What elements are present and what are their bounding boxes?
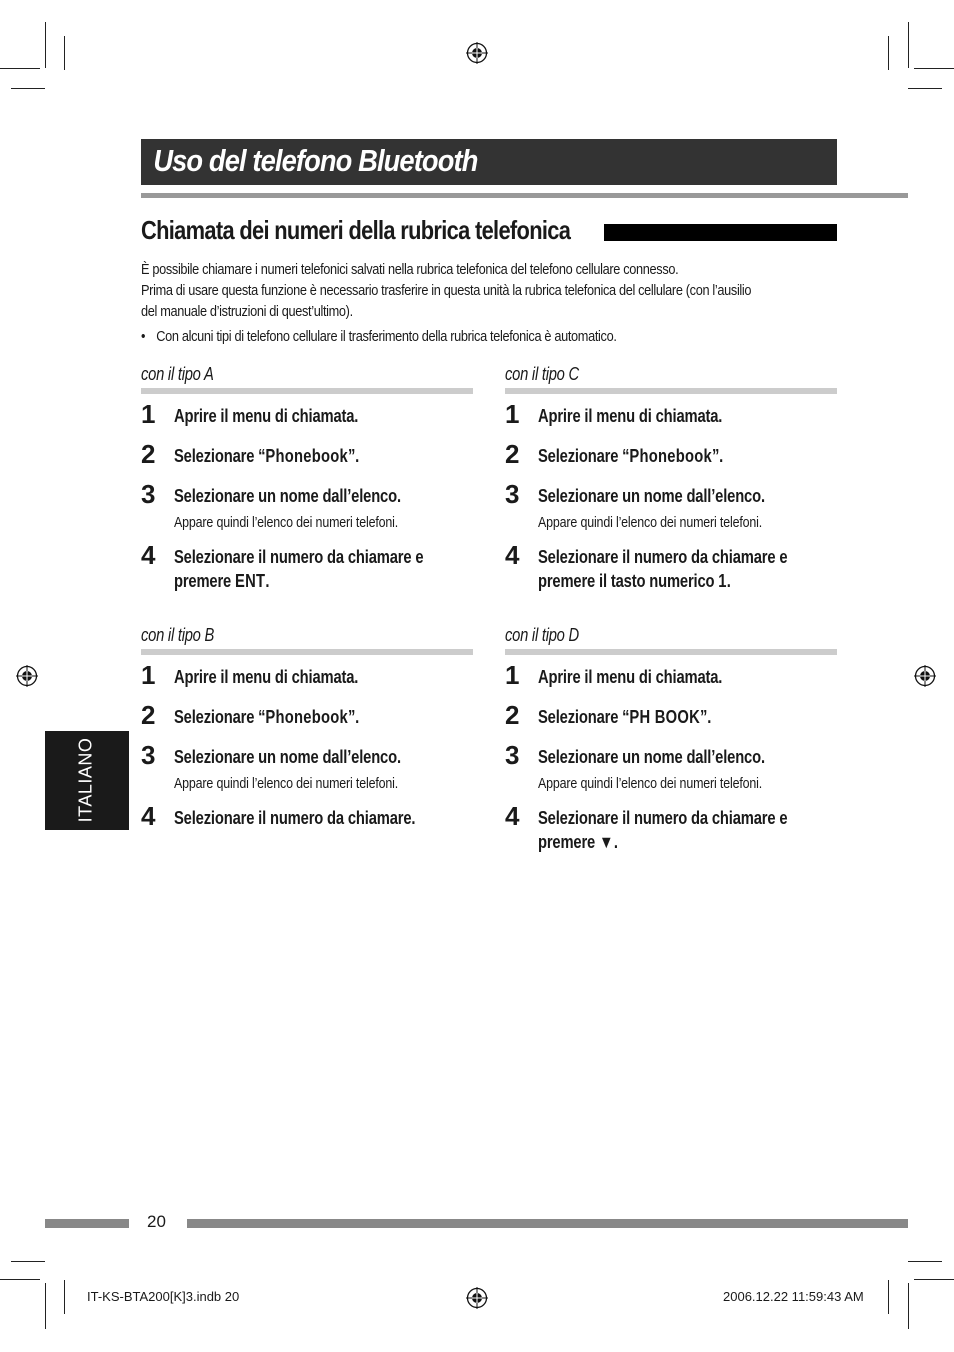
step-text: Selezionare “Phonebook”.: [538, 446, 724, 466]
step-number: 2: [505, 439, 520, 469]
key-label: Phonebook: [265, 707, 348, 727]
step-text: Selezionare il numero da chiamare.: [174, 808, 416, 828]
intro-text: [141, 259, 841, 347]
step-3: [141, 740, 473, 794]
step-number: 2: [505, 700, 520, 730]
key-label: Phonebook: [629, 446, 712, 466]
procedure-type-b: [141, 625, 473, 830]
procedure-heading: con il tipo A: [141, 364, 473, 388]
crop-mark: [45, 22, 46, 68]
footer-bar: [45, 1219, 129, 1228]
registration-mark-icon: [16, 665, 38, 687]
key-label: PH BOOK: [629, 707, 701, 727]
step-1: [505, 399, 837, 429]
print-slug-date: 2006.12.22 11:59:43 AM: [723, 1289, 864, 1304]
crop-mark: [45, 1283, 46, 1329]
procedure-heading: con il tipo D: [505, 625, 837, 649]
registration-mark-icon: [466, 1287, 488, 1309]
step-text: Aprire il menu di chiamata.: [538, 406, 723, 426]
crop-mark: [908, 1261, 942, 1262]
step-note: Appare quindi l’elenco dei numeri telefoni.: [174, 514, 399, 531]
step-note: Appare quindi l’elenco dei numeri telefoni.: [174, 775, 399, 792]
page-title: Uso del telefono Bluetooth: [153, 143, 478, 178]
step-2: [505, 439, 837, 469]
step-2: [505, 700, 837, 730]
step-text: Aprire il menu di chiamata.: [538, 667, 723, 687]
title-bar: [141, 139, 837, 185]
step-2: [141, 700, 473, 730]
procedure-type-c: [505, 364, 837, 593]
step-text: Selezionare il numero da chiamare e: [538, 547, 788, 567]
page-number: 20: [147, 1212, 166, 1231]
step-number: 4: [505, 540, 520, 570]
crop-mark: [908, 1283, 909, 1329]
crop-mark: [888, 1280, 889, 1314]
step-4: [505, 801, 837, 854]
step-number: 3: [505, 740, 520, 770]
crop-mark: [914, 68, 954, 69]
step-3: [505, 740, 837, 794]
key-label: Phonebook: [265, 446, 348, 466]
step-number: 2: [141, 700, 156, 730]
step-number: 4: [505, 801, 520, 831]
procedure-type-a: [141, 364, 473, 593]
crop-mark: [0, 1279, 40, 1280]
bullet-text: Con alcuni tipi di telefono cellulare il trasferimento della rubrica telefonica è automatico.: [156, 328, 617, 345]
step-text: Selezionare il numero da chiamare e: [174, 547, 424, 567]
step-note: Appare quindi l’elenco dei numeri telefoni.: [538, 514, 763, 531]
language-tab: [45, 731, 129, 830]
step-text: Selezionare un nome dall’elenco.: [174, 486, 401, 506]
crop-mark: [914, 1279, 954, 1280]
step-text: Selezionare un nome dall’elenco.: [538, 486, 765, 506]
step-3: [141, 479, 473, 533]
step-text: premere ENT.: [174, 571, 270, 591]
bullet-icon: •: [141, 328, 146, 345]
step-2: [141, 439, 473, 469]
step-number: 1: [141, 660, 156, 690]
step-text: Selezionare “PH BOOK”.: [538, 707, 712, 727]
step-1: [505, 660, 837, 690]
crop-mark: [11, 1261, 45, 1262]
crop-mark: [11, 88, 45, 89]
section-title: Chiamata dei numeri della rubrica telefonica: [141, 215, 571, 245]
step-4: [505, 540, 837, 593]
down-arrow-icon: ▼: [599, 832, 614, 852]
step-text: premere il tasto numerico 1.: [538, 571, 731, 591]
step-number: 3: [141, 740, 156, 770]
step-number: 4: [141, 540, 156, 570]
crop-mark: [888, 36, 889, 70]
section-heading: [141, 213, 837, 247]
title-rule: [141, 193, 908, 198]
step-text: premere ▼.: [538, 832, 618, 852]
footer-bar: [187, 1219, 908, 1228]
registration-mark-icon: [466, 42, 488, 64]
language-label: ITALIANO: [75, 737, 96, 823]
step-3: [505, 479, 837, 533]
step-number: 1: [141, 399, 156, 429]
procedure-heading: con il tipo C: [505, 364, 837, 388]
crop-mark: [908, 22, 909, 68]
step-1: [141, 399, 473, 429]
step-note: Appare quindi l’elenco dei numeri telefoni.: [538, 775, 763, 792]
step-number: 3: [141, 479, 156, 509]
key-label: ENT: [235, 571, 266, 591]
step-text: Aprire il menu di chiamata.: [174, 667, 359, 687]
step-4: [141, 801, 473, 831]
key-label: 1: [718, 571, 727, 591]
intro-line: È possibile chiamare i numeri telefonici salvati nella rubrica telefonica del telefono cellulare connesso.: [141, 261, 679, 278]
step-text: Selezionare “Phonebook”.: [174, 446, 360, 466]
procedure-heading: con il tipo B: [141, 625, 473, 649]
registration-mark-icon: [914, 665, 936, 687]
print-slug-file: IT-KS-BTA200[K]3.indb 20: [87, 1289, 240, 1304]
intro-bullet: [141, 326, 736, 347]
step-number: 2: [141, 439, 156, 469]
step-number: 4: [141, 801, 156, 831]
step-text: Selezionare “Phonebook”.: [174, 707, 360, 727]
crop-mark: [64, 36, 65, 70]
step-number: 3: [505, 479, 520, 509]
step-text: Aprire il menu di chiamata.: [174, 406, 359, 426]
step-number: 1: [505, 399, 520, 429]
procedure-type-d: [505, 625, 837, 854]
intro-line: Prima di usare questa funzione è necessario trasferire in questa unità la rubrica telefonica del cellulare (con l’ausilio: [141, 282, 752, 299]
section-heading-bar: [604, 224, 837, 241]
crop-mark: [64, 1280, 65, 1314]
intro-line: del manuale d’istruzioni di quest’ultimo).: [141, 303, 353, 320]
crop-mark: [908, 88, 942, 89]
step-text: Selezionare un nome dall’elenco.: [174, 747, 401, 767]
step-text: Selezionare un nome dall’elenco.: [538, 747, 765, 767]
step-1: [141, 660, 473, 690]
step-text: Selezionare il numero da chiamare e: [538, 808, 788, 828]
crop-mark: [0, 68, 40, 69]
step-4: [141, 540, 473, 593]
step-number: 1: [505, 660, 520, 690]
